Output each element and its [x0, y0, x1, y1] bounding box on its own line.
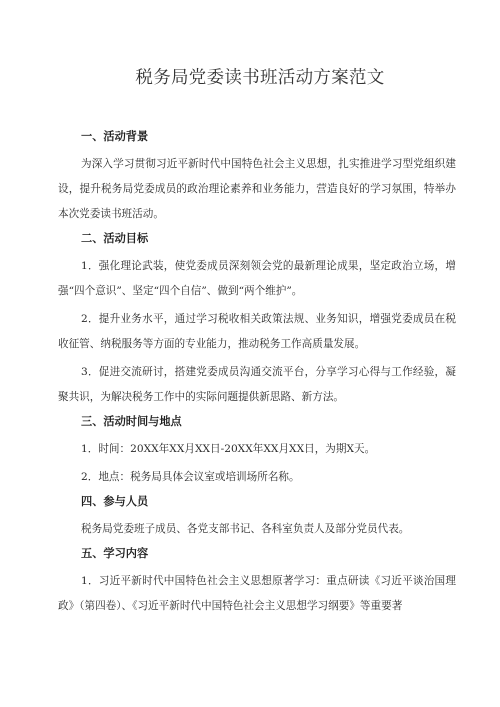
section-heading: 一、活动背景 — [81, 130, 149, 143]
paragraph: 为深入学习贯彻习近平新时代中国特色社会主义思想，扎实推进学习型党组织建设，提升税务局党委成员的政治理论素养和业务能力，营造良好的学习氛围，特举办本次党委读书班活动。 — [58, 158, 456, 220]
document-title: 税务局党委读书班活动方案范文 — [135, 68, 385, 88]
paragraph: 3．促进交流研讨，搭建党委成员沟通交流平台，分享学习心得与工作经验，凝聚共识，为解决税务工作中的实际问题提供新思路、新方法。 — [58, 366, 456, 403]
section-heading: 三、活动时间与地点 — [81, 415, 182, 428]
paragraph: 1．习近平新时代中国特色社会主义思想原著学习：重点研读《习近平谈治国理政》（第四卷）、《习近平新时代中国特色社会主义思想学习纲要》等重要著 — [58, 575, 456, 612]
paragraph: 2．地点：税务局具体会议室或培训场所名称。 — [81, 471, 300, 483]
section-background — [58, 129, 456, 227]
section-participants — [58, 494, 456, 542]
section-study-content — [58, 546, 456, 619]
paragraph: 1．强化理论武装，使党委成员深刻领会党的最新理论成果，坚定政治立场，增强“四个意识”、坚定“四个自信”、做到“两个维护”。 — [58, 260, 456, 297]
section-time-location — [58, 414, 456, 490]
section-heading: 五、学习内容 — [81, 547, 149, 560]
section-goals — [58, 231, 456, 410]
section-heading: 四、参与人员 — [81, 495, 149, 508]
paragraph: 2．提升业务水平，通过学习税收相关政策法规、业务知识，增强党委成员在税收征管、纳税服务等方面的专业能力，推动税务工作高质量发展。 — [58, 313, 456, 350]
section-heading: 二、活动目标 — [81, 232, 149, 245]
paragraph: 1．时间：20XX年XX月XX日-20XX年XX月XX日，为期X天。 — [81, 443, 376, 455]
paragraph: 税务局党委班子成员、各党支部书记、各科室负责人及部分党员代表。 — [81, 523, 410, 535]
